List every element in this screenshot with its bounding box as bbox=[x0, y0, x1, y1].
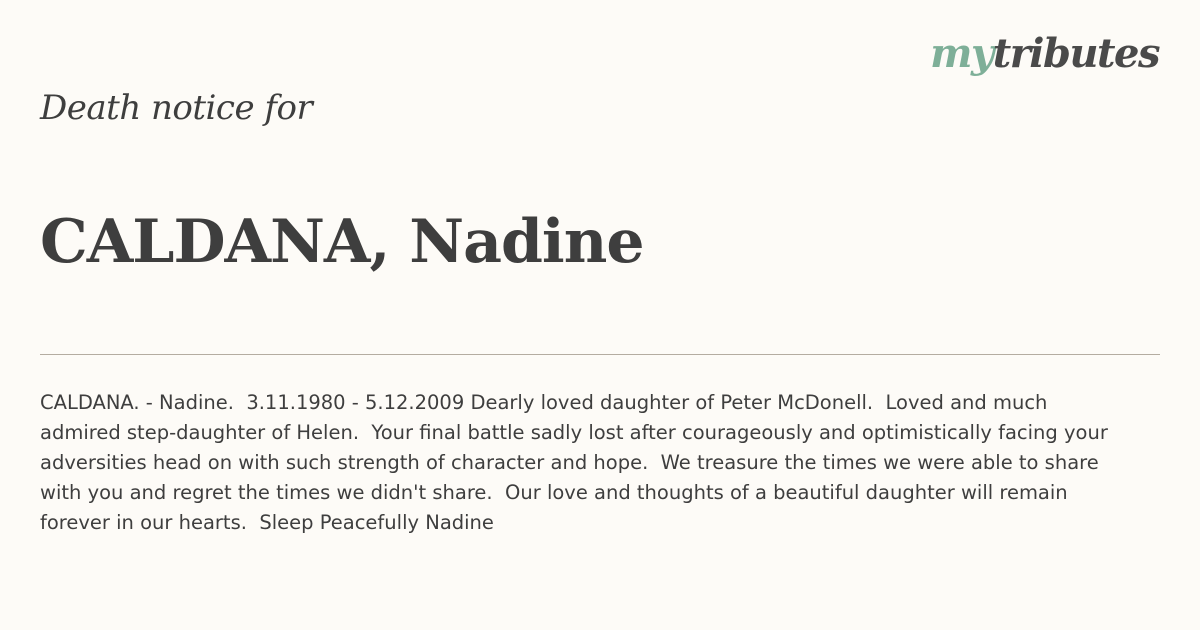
logo-my-text: my bbox=[930, 30, 993, 77]
mytributes-logo[interactable] bbox=[930, 30, 1159, 77]
deceased-name-heading: CALDANA, Nadine bbox=[40, 207, 644, 277]
notice-intro-heading: Death notice for bbox=[40, 88, 313, 128]
section-divider bbox=[40, 354, 1160, 355]
notice-body-text: CALDANA. - Nadine. 3.11.1980 - 5.12.2009 Dearly loved daughter of Peter McDonell. Loved and much admired step-daughter of Helen. Your final battle sadly lost after courageously and optimistically facing your adversities head on with such strength of character and hope. We treasure the times we were able to share with you and regret the times we didn't share. Our love and thoughts of a beautiful daughter will remain forever in our hearts. Sleep Peacefully Nadine bbox=[40, 391, 1115, 534]
logo-tributes-text: tributes bbox=[992, 30, 1159, 77]
